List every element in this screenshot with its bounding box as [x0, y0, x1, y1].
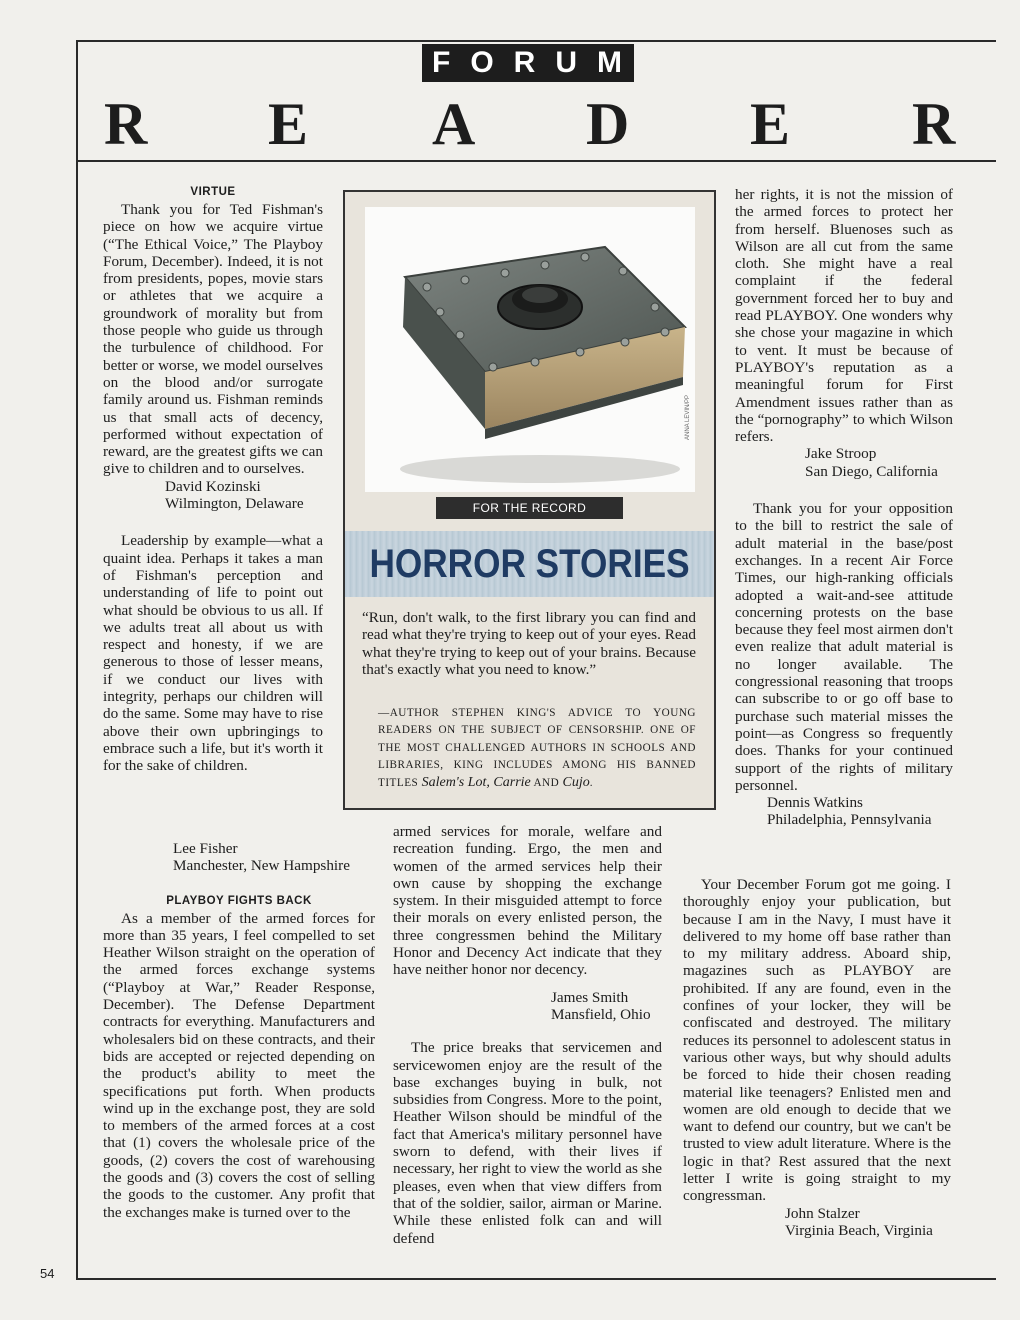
header-rule	[76, 160, 996, 162]
signature-name: Lee Fisher	[173, 840, 238, 857]
letter-price-breaks-body: The price breaks that servicemen and servicewomen enjoy are the result of the base exchanges buying in bulk, not subsidies from Congress. More to the point, Heather Wilson should be mindful of the fact that America's military personnel have sworn to defend, with their lives if necessary, her right to view the world as she pleases, even when that view differs from that of the soldier, sailor, airman or Marine. While these enlisted folk can and will defend	[393, 1039, 662, 1247]
section-heading-playboy-fights-back: PLAYBOY FIGHTS BACK	[166, 894, 312, 907]
box-title: HORROR STORIES	[369, 542, 690, 586]
signature-name: John Stalzer	[785, 1204, 860, 1222]
banned-titles: Salem's Lot, Carrie	[421, 775, 531, 791]
signature-place: Mansfield, Ohio	[551, 1005, 651, 1023]
signature-place: Philadelphia, Pennsylvania	[767, 811, 932, 829]
signature-name: James Smith	[551, 988, 629, 1006]
column-3-lower	[683, 876, 951, 1239]
column-2	[393, 823, 662, 1247]
signature-name: David Kozinski	[165, 477, 261, 495]
frame-left-rule	[76, 40, 78, 1280]
letter-smith-continued: armed services for morale, welfare and recreation funding. Ergo, the men and women of the armed services help their own cause by shopping the exchange system. In their misguided attempt to force their morals on every enlisted person, the three congressmen behind the Military Honor and Decency Act indicate that they have neither honor nor decency.	[393, 823, 662, 979]
for-the-record-label: FOR THE RECORD	[436, 497, 623, 519]
attribution-text: —AUTHOR STEPHEN KING'S ADVICE TO YOUNG READERS ON THE SUBJECT OF CENSORSHIP. ONE OF THE MOST CHALLENGED AUTHORS IN SCHOOLS AND LIBRARIES, KING INCLUDES AMONG HIS BANNED TITLES	[378, 707, 696, 790]
page-number: 54	[40, 1266, 55, 1281]
quote-attribution: —AUTHOR STEPHEN KING'S ADVICE TO YOUNG READERS ON THE SUBJECT OF CENSORSHIP. ONE OF THE MOST CHALLENGED AUTHORS IN SCHOOLS AND LIBRARIES, KING INCLUDES AMONG HIS BANNED TITLES Salem's Lot, Carrie AND Cujo.	[378, 707, 696, 791]
letter-kozinski-body: Thank you for Ted Fishman's piece on how we acquire virtue (“The Ethical Voice,” The Playboy Forum, December). Indeed, it is not from presidents, popes, movie stars or athletes that we acquire a groundwork of morality but from those people who guide us through the turbulence of childhood. For better or worse, we model ourselves on the blood and/or surrogate family around us. Fishman reminds us that small acts of decency, performed without expectation of reward, are the greatest gifts we can give to children and to ourselves.	[103, 201, 323, 478]
section-heading-virtue: VIRTUE	[190, 186, 236, 198]
frame-bottom-rule	[76, 1278, 996, 1280]
reader-letter-a: A	[432, 91, 476, 157]
reader-letter-r2: R	[912, 91, 956, 157]
locked-book-illustration	[365, 207, 695, 492]
king-quote: “Run, don't walk, to the first library you can find and read what they're trying to keep out of your eyes. Read what they're trying to keep out of your brains. Because that's exactly what you need to know.”	[362, 609, 696, 678]
photo-credit: ANNA LEVIN/PP	[685, 394, 691, 440]
signature-name: Jake Stroop	[805, 445, 877, 463]
letter-stroop-continued: her rights, it is not the mission of the armed forces to protect her from herself. Bluenoses such as Wilson are all cut from the same cloth. She might have a real complaint if the federal government forced her to buy and read PLAYBOY. One wonders why she chose your magazine in which to vent. It must be because of PLAYBOY's reputation as a meaningful forum for First Amendment issues rather than as the “pornography” to which Wilson refers.	[735, 186, 953, 446]
column-1-upper	[103, 184, 323, 775]
letter-fisher-body: Leadership by example—what a quaint idea. Perhaps it takes a man of Fishman's perception and understanding of life to point out what should be obvious to us all. If we adults treat all about us with respect and honesty, if we are generous to those of lesser means, if we conduct our lives with integrity, perhaps our children will do the same. Some may have to rise above their own upbringings to embrace such a life, but it's worth it for the sake of children.	[103, 532, 323, 775]
column-3-upper	[735, 186, 953, 829]
signature-place: San Diego, California	[805, 462, 938, 480]
reader-letter-r: R	[104, 91, 148, 157]
signature-name: Dennis Watkins	[767, 794, 863, 812]
reader-letter-d: D	[586, 91, 630, 157]
signature-place: Wilmington, Delaware	[165, 495, 304, 513]
column-1-lower	[103, 840, 375, 1221]
forum-label: FORUM	[422, 44, 634, 82]
frame-top-rule	[76, 40, 996, 42]
reader-letter-e: E	[268, 91, 309, 157]
letter-watkins-body: Thank you for your opposition to the bill to restrict the sale of adult material in the base/post exchanges. In a recent Air Force Times, our high-ranking officials adopted a wait-and-see attitude concerning protests on the base because they feel most airmen don't even realize that adult material is no longer available. The congressional reasoning that troops can subscribe to or go off base to purchase such material misses the point—as Congress so frequently does. Thanks for your continued support of the rights of military personnel.	[735, 500, 953, 794]
banned-title-last: Cujo	[562, 775, 590, 791]
letter-stalzer-body: Your December Forum got me going. I thoroughly enjoy your publication, but because I am in the Navy, I must have it delivered to my home off base rather than to my military address. Aboard ship, magazines such as PLAYBOY are prohibited. If any are found, even in the confines of your locker, they will be confiscated and destroyed. The military reduces its personnel to adolescent status in various other ways, but why should adults be forced to hide their chosen reading material like teenagers? Enlisted men and women are old enough to decide that we want to defend our country, but we can't be trusted to view adult literature. Where is the logic in that? Rest assured that the next letter I write is going straight to my congressman.	[683, 876, 951, 1205]
signature-place: Virginia Beach, Virginia	[785, 1221, 933, 1239]
and-word: AND	[533, 777, 560, 790]
signature-place: Manchester, New Hampshire	[173, 857, 350, 875]
letter-smith-body: As a member of the armed forces for more than 35 years, I feel compelled to set Heather Wilson straight on the operation of the armed forces exchange systems (“Playboy at War,” Reader Response, December). The Defense Department contracts for everything. Manufacturers and wholesalers bid on these contracts, and their bids are accepted or rejected depending on the product's ability to meet the specifications put forth. When products wind up in the exchange post, they are sold to members of the armed forces at a cost that (1) covers the wholesale price of the goods, (2) covers the cost of warehousing the goods and (3) covers the cost of selling the goods to the customer. Any profit that the exchanges make is turned over to the	[103, 909, 375, 1221]
reader-letter-e2: E	[750, 91, 791, 157]
